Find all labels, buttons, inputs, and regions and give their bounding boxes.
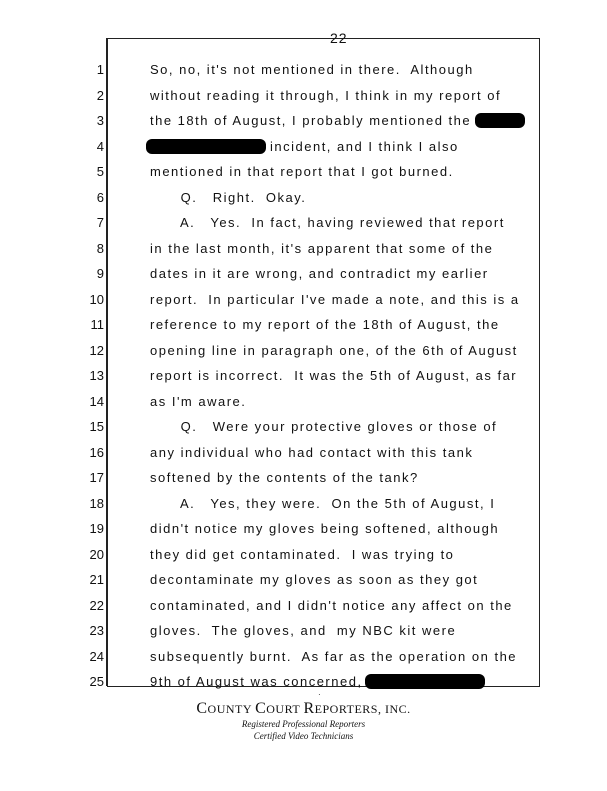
- transcript-line: [150, 113, 525, 128]
- firm-initial: R: [303, 700, 315, 717]
- firm-initial: C: [255, 700, 267, 717]
- transcript-line-text: the 18th of August, I probably mentioned the: [150, 113, 472, 128]
- transcript-line: contaminated, and I didn't notice any affect on the: [150, 598, 513, 613]
- line-number: 21: [89, 572, 104, 587]
- transcript-line: A. Yes. In fact, having reviewed that report: [150, 215, 505, 230]
- transcript-line: report. In particular I've made a note, and this is a: [150, 292, 520, 307]
- line-number: 10: [89, 292, 104, 307]
- transcript-line: [150, 674, 485, 689]
- line-number: 7: [96, 215, 104, 230]
- transcript-line: in the last month, it's apparent that some of the: [150, 241, 494, 256]
- line-number: 20: [89, 547, 104, 562]
- redaction-bar: [146, 139, 266, 154]
- page-frame-left-margin: [106, 38, 108, 686]
- page-number: 22: [330, 30, 348, 46]
- transcript-line: decontaminate my gloves as soon as they got: [150, 572, 479, 587]
- line-number: 13: [89, 368, 104, 383]
- transcript-line-text: 9th of August was concerned,: [150, 674, 363, 689]
- line-number: 9: [96, 266, 104, 281]
- transcript-line: gloves. The gloves, and my NBC kit were: [150, 623, 457, 638]
- line-number: 23: [89, 623, 104, 638]
- redaction-bar: [365, 674, 485, 689]
- line-number: 4: [96, 139, 104, 154]
- line-number: 18: [89, 496, 104, 511]
- transcript-line: without reading it through, I think in my report of: [150, 88, 502, 103]
- line-number: 2: [96, 88, 104, 103]
- transcript-line: subsequently burnt. As far as the operation on the: [150, 649, 518, 664]
- stray-mark: ·: [318, 690, 321, 699]
- line-number: 24: [89, 649, 104, 664]
- transcript-line: So, no, it's not mentioned in there. Although: [150, 62, 474, 77]
- transcript-line: opening line in paragraph one, of the 6th of August: [150, 343, 518, 358]
- line-number: 14: [89, 394, 104, 409]
- transcript-line: softened by the contents of the tank?: [150, 470, 419, 485]
- line-number: 16: [89, 445, 104, 460]
- firm-tagline-reporters: Registered Professional Reporters: [241, 719, 366, 729]
- transcript-line: dates in it are wrong, and contradict my earlier: [150, 266, 489, 281]
- line-number: 8: [96, 241, 104, 256]
- line-number: 1: [96, 62, 104, 77]
- line-number: 12: [89, 343, 104, 358]
- line-number: 19: [89, 521, 104, 536]
- page-frame-top: [107, 38, 540, 39]
- firm-word: OURT: [266, 702, 304, 716]
- transcript-line: A. Yes, they were. On the 5th of August, I: [150, 496, 496, 511]
- transcript-line: report is incorrect. It was the 5th of August, as far: [150, 368, 518, 383]
- line-number: 3: [96, 113, 104, 128]
- court-reporter-firm-name: [0, 700, 607, 718]
- transcript-line: reference to my report of the 18th of August, the: [150, 317, 500, 332]
- line-number: 6: [96, 190, 104, 205]
- firm-tagline-video: Certified Video Technicians: [253, 731, 354, 741]
- transcript-line: Q. Right. Okay.: [150, 190, 307, 205]
- page-frame-right: [539, 38, 540, 686]
- line-number: 15: [89, 419, 104, 434]
- redaction-bar: [475, 113, 525, 128]
- line-number: 5: [96, 164, 104, 179]
- transcript-line: as I'm aware.: [150, 394, 247, 409]
- transcript-line: didn't notice my gloves being softened, although: [150, 521, 500, 536]
- line-number: 17: [89, 470, 104, 485]
- transcript-line: any individual who had contact with this tank: [150, 445, 474, 460]
- transcript-line: mentioned in that report that I got burned.: [150, 164, 454, 179]
- firm-suffix: INC.: [381, 702, 411, 716]
- transcript-line: they did get contaminated. I was trying to: [150, 547, 455, 562]
- firm-word: EPORTERS,: [314, 702, 382, 716]
- transcript-line-text: incident, and I think I also: [270, 139, 459, 154]
- transcript-line: [146, 139, 459, 154]
- line-number: 25: [89, 674, 104, 689]
- firm-initial: C: [196, 700, 208, 717]
- line-number: 22: [89, 598, 104, 613]
- line-number: 11: [90, 317, 104, 332]
- transcript-line: Q. Were your protective gloves or those of: [150, 419, 498, 434]
- firm-word: OUNTY: [207, 702, 256, 716]
